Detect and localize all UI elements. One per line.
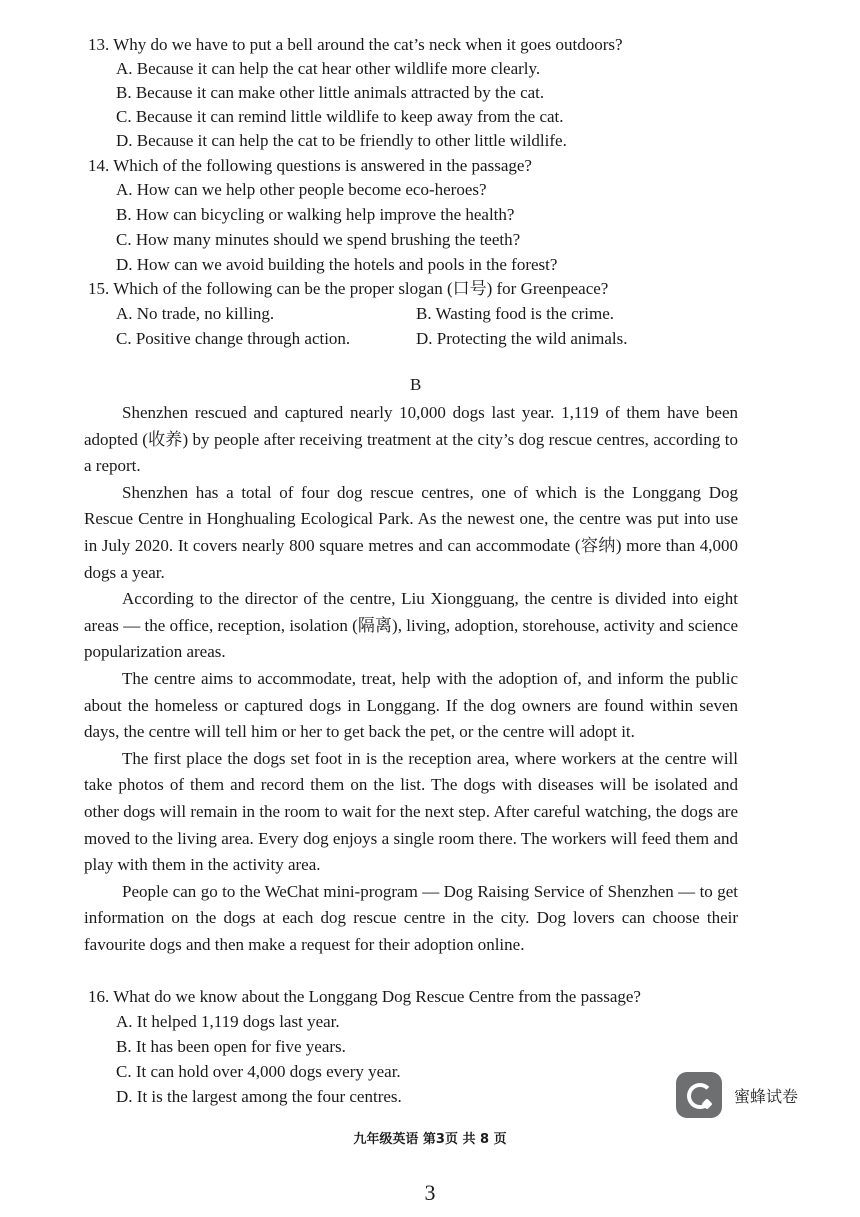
question-14-stem: 14. Which of the following questions is answered in the passage? — [88, 156, 532, 175]
question-14-option-b: B. How can bicycling or walking help improve the health? — [116, 205, 515, 224]
section-b-heading: B — [410, 375, 422, 394]
question-16-option-a: A. It helped 1,119 dogs last year. — [116, 1012, 340, 1031]
watermark-text: 蜜蜂试卷 — [734, 1086, 799, 1106]
passage-paragraph-1: Shenzhen rescued and captured nearly 10,000 dogs last year. 1,119 of them have been adopted (收养) by people after receiving treatment at the city’s dog rescue centres, according to a report. — [84, 403, 738, 476]
question-15-option-b: B. Wasting food is the crime. — [416, 304, 615, 323]
question-13-option-d: D. Because it can help the cat to be friendly to other little wildlife. — [116, 131, 567, 150]
question-16-option-d: D. It is the largest among the four centres. — [116, 1087, 402, 1106]
question-14-option-a: A. How can we help other people become eco-heroes? — [116, 180, 487, 199]
question-14-option-d: D. How can we avoid building the hotels and pools in the forest? — [116, 255, 558, 274]
section-b-passage — [84, 400, 738, 958]
question-13-stem: 13. Why do we have to put a bell around the cat’s neck when it goes outdoors? — [88, 35, 623, 54]
passage-paragraph-6: People can go to the WeChat mini-program — Dog Raising Service of Shenzhen — to get information on the dogs at each dog rescue centre in the city. Dog lovers can choose their favourite dogs and then make a request for their adoption online. — [84, 881, 738, 954]
page-footer: 九年级英语 第3页 共 8 页 — [353, 1132, 507, 1147]
passage-paragraph-2: Shenzhen has a total of four dog rescue centres, one of which is the Longgang Dog Rescue Centre in Honghualing Ecological Park. As the newest one, the centre was put into use in July 2020. It covers nearly 800 square metres and can accommodate (容纳) more than 4,000 dogs a year. — [84, 482, 738, 582]
page-number: 3 — [424, 1180, 436, 1205]
question-16-option-b: B. It has been open for five years. — [116, 1037, 346, 1056]
question-15-stem: 15. Which of the following can be the proper slogan (口号) for Greenpeace? — [88, 279, 609, 298]
watermark — [676, 1072, 798, 1118]
question-14-option-c: C. How many minutes should we spend brushing the teeth? — [116, 230, 521, 249]
question-16-stem: 16. What do we know about the Longgang Dog Rescue Centre from the passage? — [88, 987, 641, 1006]
question-13-option-b: B. Because it can make other little animals attracted by the cat. — [116, 83, 545, 102]
passage-paragraph-4: The centre aims to accommodate, treat, help with the adoption of, and inform the public about the homeless or captured dogs in Longgang. If the dog owners are found within seven days, the centre will tell him or her to get back the pet, or the centre will adopt it. — [84, 668, 738, 742]
question-15-option-a: A. No trade, no killing. — [116, 304, 275, 323]
question-15-option-d: D. Protecting the wild animals. — [416, 329, 628, 348]
passage-paragraph-5: The first place the dogs set foot in is the reception area, where workers at the centre will take photos of them and record them on the list. The dogs with diseases will be isolated and other dogs will remain in the room to wait for the next step. After careful watching, the dogs are moved to the living area. Every dog enjoys a single room there. The workers will feed them and play with them in the activity area. — [84, 748, 738, 875]
bee-exam-logo-icon — [676, 1072, 722, 1118]
question-15-option-c: C. Positive change through action. — [116, 329, 351, 348]
question-13-option-a: A. Because it can help the cat hear other wildlife more clearly. — [116, 59, 541, 78]
question-13-option-c: C. Because it can remind little wildlife to keep away from the cat. — [116, 107, 564, 126]
passage-paragraph-3: According to the director of the centre, Liu Xiongguang, the centre is divided into eight areas — the office, reception, isolation (隔离), living, adoption, storehouse, activity and science popularization areas. — [84, 589, 738, 662]
question-16-option-c: C. It can hold over 4,000 dogs every year. — [116, 1062, 401, 1081]
